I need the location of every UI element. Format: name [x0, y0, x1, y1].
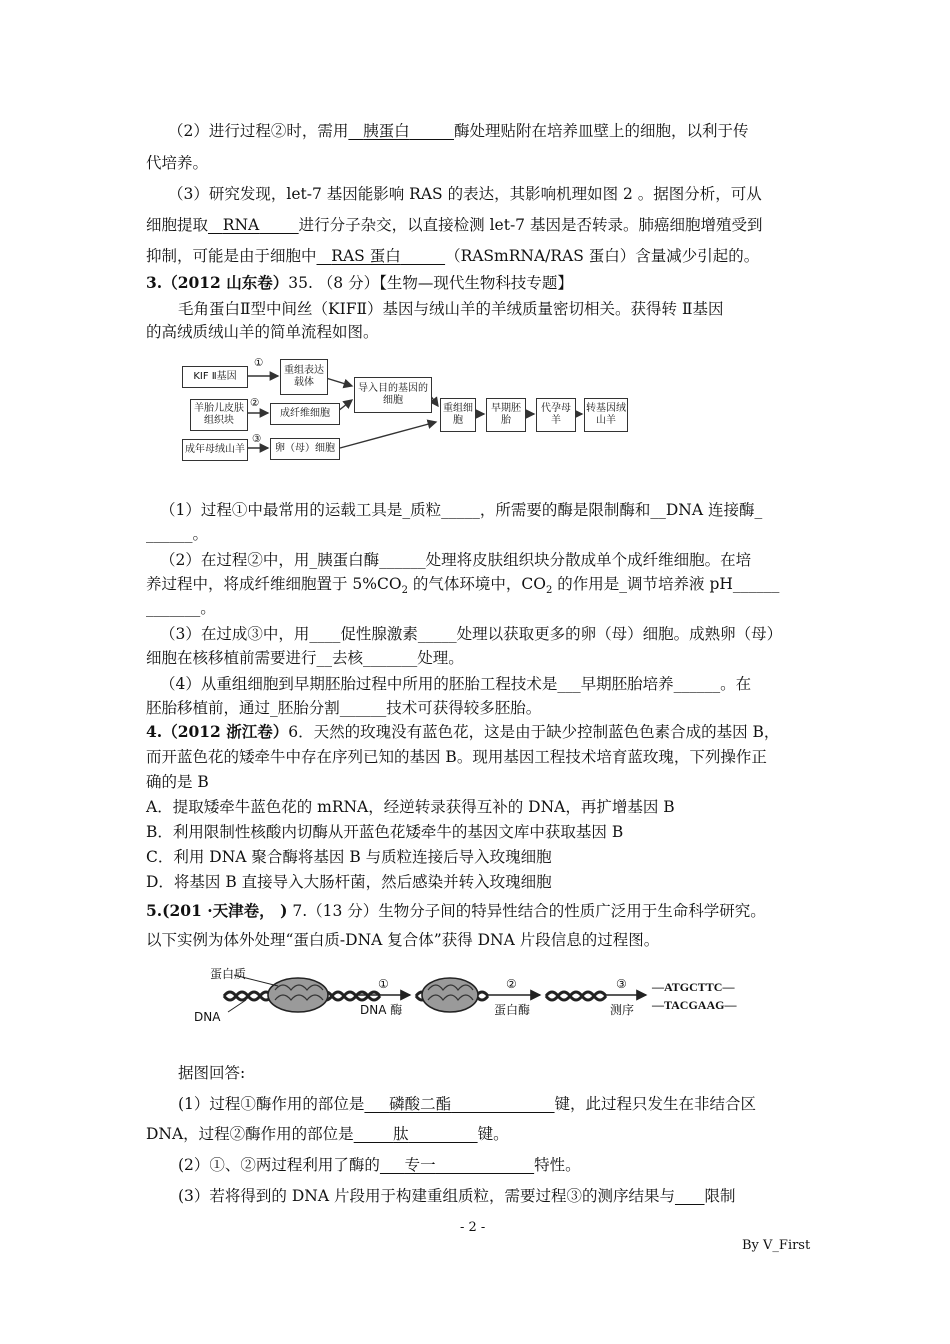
q2-p2-answer-text: 胰蛋白: [363, 122, 410, 140]
q3-a3-line1: （3）在过成③中，用____促性腺激素_____处理以获取更多的卵（母）细胞。成熟卵（母）: [160, 625, 783, 643]
q5-dna-pointer: [228, 1000, 246, 1012]
q2-p3-text-b2: 进行分子杂交，以直接检测 let-7 基因是否转录。肺癌细胞增殖受到: [298, 216, 763, 234]
q5-protein-complex-1: [268, 978, 328, 1012]
q2-p3-answer2-text: RAS 蛋白: [331, 247, 401, 265]
q2-p2-text-b: 酶处理贴附在培养皿壁上的细胞，以利于传: [454, 122, 749, 140]
q5-step-3: ③: [616, 977, 627, 991]
q3-box-kif: KIF Ⅱ基因: [182, 366, 248, 388]
q5-a2-text-b: 特性。: [534, 1156, 581, 1174]
q3-a2-text-a: 养过程中，将成纤维细胞置于 5%CO: [146, 575, 402, 593]
q3-a2-line3: _______。: [146, 599, 216, 617]
q2-p3-text-c1: 抑制，可能是由于细胞中: [146, 247, 317, 265]
q3-a1-line2: ______。: [146, 525, 209, 543]
q5-source: ·天津卷， ): [201, 901, 288, 920]
q5-a1-answer2: [354, 1125, 478, 1143]
q5-line2: 以下实例为体外处理“蛋白质-DNA 复合体”获得 DNA 片段信息的过程图。: [146, 931, 660, 949]
q3-box-transgenic-goat: 转基因绒山羊: [584, 398, 628, 432]
q3-a2-sub1: 2: [401, 585, 408, 597]
q5-line1-text: 7.（13 分）生物分子间的特异性结合的性质广泛用于生命科学研究。: [287, 902, 766, 920]
q2-p3-answer1-text: RNA: [222, 216, 260, 234]
q5-strand-bottom: —TACGAAG—: [652, 998, 737, 1012]
q4-option-b: B．利用限制性核酸内切酶从开蓝色花矮牵牛的基因文库中获取基因 B: [146, 823, 624, 841]
q5-a2-answer: [380, 1156, 534, 1174]
q5-label-dna: DNA: [194, 1010, 221, 1024]
q4-line1-text: 6．天然的玫瑰没有蓝色花，这是由于缺少控制蓝色色素合成的基因 B，: [288, 723, 780, 741]
page-number: - 2 -: [460, 1220, 486, 1235]
q2-p3-text-b1: 细胞提取: [146, 216, 209, 234]
q3-a3-line2: 细胞在核移植前需要进行__去核_______处理。: [146, 649, 464, 667]
q5-a3-line: [178, 1186, 736, 1206]
q5-a2-line: [178, 1155, 581, 1175]
q5-a3-text-b: 限制: [704, 1187, 736, 1205]
q3-step-2: ②: [250, 397, 260, 409]
q5-a1-answer-text: 磷酸二酯: [389, 1095, 452, 1113]
q2-p2-line2: 代培养。: [146, 154, 209, 172]
q3-box-oocyte: 卵（母）细胞: [270, 438, 340, 460]
q3-header-rest: 35. （8 分）【生物—现代生物科技专题】: [288, 274, 573, 292]
q4-number: 4.: [146, 722, 163, 741]
q3-box-surrogate: 代孕母羊: [536, 398, 576, 432]
q5-a2-text-a: (2）①、②两过程利用了酶的: [178, 1156, 380, 1174]
q4-option-c: C．利用 DNA 聚合酶将基因 B 与质粒连接后导入玫瑰细胞: [146, 848, 552, 866]
q5-dna-helix-3: [546, 992, 606, 1000]
q5-a3-blank: [675, 1187, 705, 1205]
q5-number: 5.(201: [146, 901, 202, 920]
q3-box-skin-tissue: 羊胎儿皮肤组织块: [190, 399, 248, 431]
q3-intro-line1: 毛角蛋白Ⅱ型中间丝（KIFⅡ）基因与绒山羊的羊绒质量密切相关。获得转 Ⅱ基因: [178, 300, 724, 318]
q3-a1-line1: （1）过程①中最常用的运载工具是_质粒_____，所需要的酶是限制酶和__DNA 连接酶_: [160, 501, 763, 519]
q3-box-early-embryo: 早期胚胎: [486, 398, 526, 432]
q3-step-3: ③: [252, 433, 262, 445]
q3-a2-text-c: 的作用是_调节培养液 pH______: [552, 575, 780, 593]
q5-a3-text-a: (3）若将得到的 DNA 片段用于构建重组质粒，需要过程③的测序结果与: [178, 1187, 675, 1205]
q3-intro-line2: 的高绒质绒山羊的简单流程如图。: [146, 323, 379, 341]
q3-box-adult-goat: 成年母绒山羊: [182, 439, 248, 461]
q5-label-protein: 蛋白质: [210, 967, 247, 981]
q5-a1-line1: [178, 1094, 756, 1114]
q2-p3-line1: （3）研究发现，let-7 基因能影响 RAS 的表达，其影响机理如图 2 。据图分析，可从: [168, 185, 762, 203]
q5-a1-text-b: 键，此过程只发生在非结合区: [554, 1095, 757, 1113]
q4-source: （2012 浙江卷）: [162, 722, 289, 741]
q3-a2-text-b: 的气体环境中，CO: [407, 575, 546, 593]
q5-a1-text-c: DNA，过程②酶作用的部位是: [146, 1125, 354, 1143]
q4-option-a: A．提取矮牵牛蓝色花的 mRNA，经逆转录获得互补的 DNA，再扩增基因 B: [146, 798, 675, 816]
q5-step-1: ①: [378, 977, 389, 991]
q4-line3: 确的是 B: [146, 773, 209, 791]
q3-box-fibroblast: 成纤维细胞: [270, 403, 340, 425]
q3-step-1: ①: [254, 357, 264, 369]
q4-option-d: D．将基因 B 直接导入大肠杆菌，然后感染并转入玫瑰细胞: [146, 873, 552, 891]
q5-a1-answer: [364, 1095, 554, 1113]
q5-step-2: ②: [506, 977, 517, 991]
q3-number: 3.: [146, 273, 163, 292]
q5-a2-answer-text: 专一: [404, 1156, 436, 1174]
q5-a1-text-a: (1）过程①酶作用的部位是: [178, 1095, 365, 1113]
q5-a1-text-d: 键。: [477, 1125, 509, 1143]
q3-box-recomb-cell: 重组细胞: [440, 398, 476, 432]
q3-a2-sub2: 2: [545, 585, 553, 597]
q2-p3-text-c2: （RASmRNA/RAS 蛋白）含量减少引起的。: [445, 247, 760, 265]
q3-source: （2012 山东卷）: [162, 273, 289, 292]
q3-a4-line1: （4）从重组细胞到早期胚胎过程中所用的胚胎工程技术是___早期胚胎培养______。在: [160, 675, 752, 693]
q2-p2-text-a: （2）进行过程②时，需用: [168, 122, 349, 140]
q5-a1-line2: [146, 1124, 509, 1144]
q3-box-recomb-vector: 重组表达载体: [280, 359, 328, 395]
q3-a4-line2: 胚胎移植前，通过_胚胎分割______技术可获得较多胚胎。: [146, 699, 542, 717]
q5-strand-top: —ATGCTTC—: [652, 980, 735, 994]
q5-lead: 据图回答:: [178, 1064, 246, 1082]
q5-label-dna-enzyme: DNA 酶: [360, 1003, 403, 1017]
q5-protein-complex-2: [422, 978, 478, 1012]
q3-box-target-cell: 导入目的基因的细胞: [354, 377, 432, 413]
q5-a1-answer2-text: 肽: [393, 1125, 409, 1143]
q4-line2: 而开蓝色花的矮牵牛中存在序列已知的基因 B。现用基因工程技术培育蓝玫瑰，下列操作正: [146, 748, 767, 766]
footer-author: By V_First: [742, 1238, 811, 1253]
q5-label-sequencing: 测序: [610, 1003, 635, 1017]
q3-a2-line1: （2）在过程②中，用_胰蛋白酶______处理将皮肤组织块分散成单个成纤维细胞。在培: [160, 551, 752, 569]
q5-label-protease: 蛋白酶: [494, 1003, 531, 1017]
